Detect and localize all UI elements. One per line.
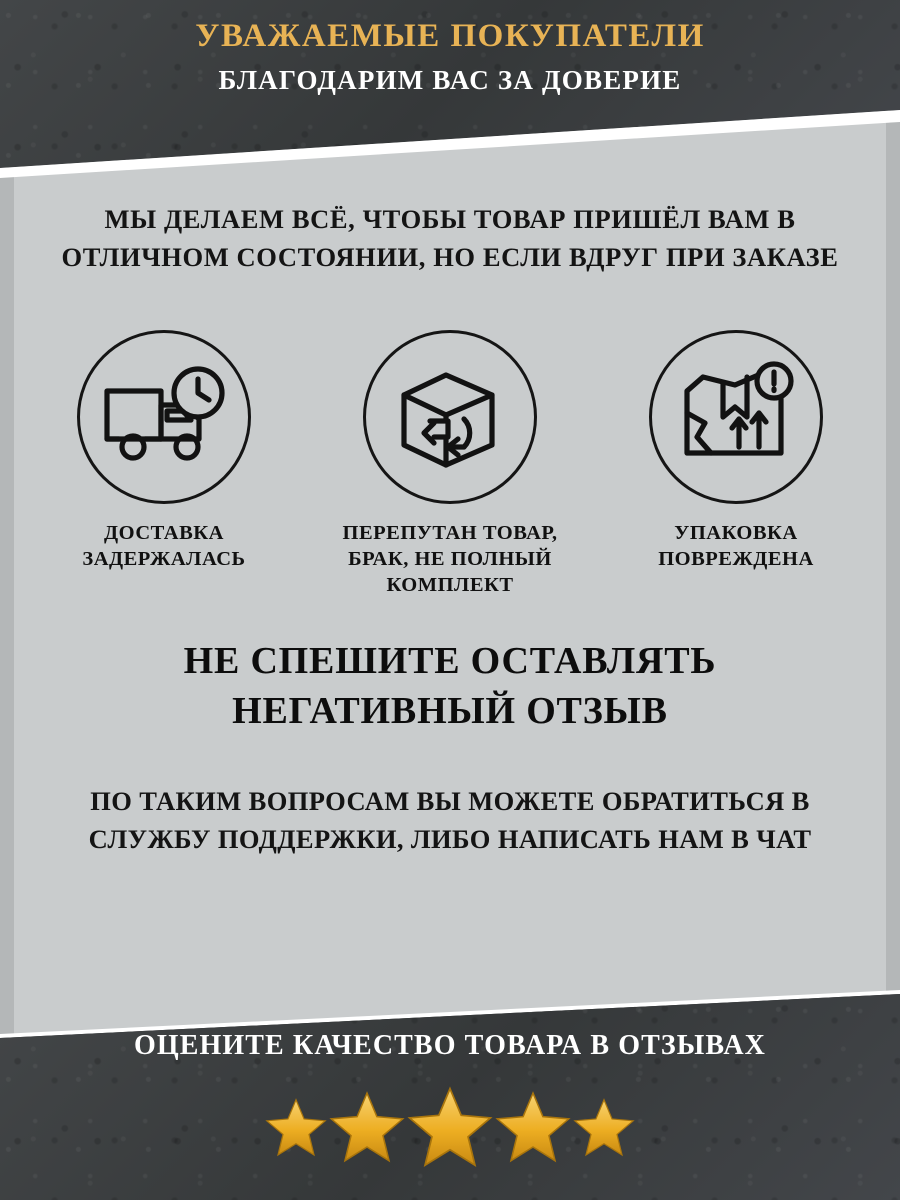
issue-icon-circle [649,330,823,504]
page-subtitle: БЛАГОДАРИМ ВАС ЗА ДОВЕРИЕ [218,64,682,95]
footer [0,1028,900,1168]
issue-item-damaged-packaging [602,330,870,572]
page-edge-left [0,0,14,1200]
intro-text: МЫ ДЕЛАЕМ ВСЁ, ЧТОБЫ ТОВАР ПРИШЁЛ ВАМ В ОТЛИЧНОМ СОСТОЯНИИ, НО ЕСЛИ ВДРУГ ПРИ ЗАКАЗЕ [61,204,839,273]
issues-row [30,330,870,599]
footer-title: ОЦЕНИТЕ КАЧЕСТВО ТОВАРА В ОТЗЫВАХ [133,1030,766,1061]
headline: НЕ СПЕШИТЕ ОСТАВЛЯТЬ НЕГАТИВНЫЙ ОТЗЫВ [183,640,717,733]
issue-item-wrong-product [316,330,584,599]
support-text: ПО ТАКИМ ВОПРОСАМ ВЫ МОЖЕТЕ ОБРАТИТЬСЯ В СЛУЖБУ ПОДДЕРЖКИ, ЛИБО НАПИСАТЬ НАМ В ЧАТ [88,786,812,855]
issue-label: ПЕРЕПУТАН ТОВАР, БРАК, НЕ ПОЛНЫЙ КОМПЛЕКТ [342,522,558,597]
star-icon[interactable] [329,1090,405,1163]
star-icon[interactable] [407,1085,493,1168]
box-return-arrow-icon [388,361,512,473]
star-icon[interactable] [265,1097,327,1157]
page-title: УВАЖАЕМЫЕ ПОКУПАТЕЛИ [195,18,705,54]
damaged-package-icon [677,361,795,473]
issue-label: ДОСТАВКА ЗАДЕРЖАЛАСЬ [82,522,246,571]
star-icon[interactable] [573,1097,635,1157]
issue-icon-circle [77,330,251,504]
star-icon[interactable] [495,1090,571,1163]
issue-item-delivery-delay [30,330,298,572]
header [0,18,900,97]
delivery-truck-clock-icon [101,365,227,469]
issue-icon-circle [363,330,537,504]
issue-label: УПАКОВКА ПОВРЕЖДЕНА [658,522,814,571]
rating-stars[interactable] [0,1085,900,1168]
